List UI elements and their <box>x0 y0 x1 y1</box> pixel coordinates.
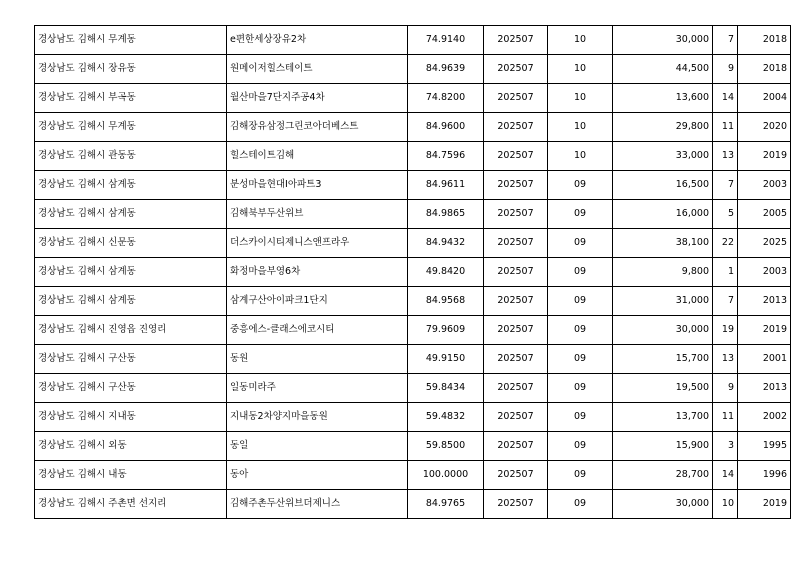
contract-day-cell: 10 <box>548 84 613 113</box>
address-cell: 경상남도 김해시 무계동 <box>35 26 227 55</box>
price-cell: 44,500 <box>613 55 713 84</box>
address-cell: 경상남도 김해시 지내동 <box>35 403 227 432</box>
build-year-cell: 2001 <box>738 345 791 374</box>
contract-day-cell: 09 <box>548 374 613 403</box>
complex-name-cell: 삼계구산아이파크1단지 <box>227 287 408 316</box>
complex-name-cell: 화정마을부영6차 <box>227 258 408 287</box>
area-cell: 79.9609 <box>408 316 484 345</box>
floor-cell: 1 <box>713 258 738 287</box>
complex-name-cell: 일동미라주 <box>227 374 408 403</box>
build-year-cell: 2019 <box>738 316 791 345</box>
floor-cell: 7 <box>713 287 738 316</box>
table-row <box>35 461 791 490</box>
build-year-cell: 2020 <box>738 113 791 142</box>
complex-name-cell: 김해주촌두산위브더제니스 <box>227 490 408 519</box>
price-cell: 30,000 <box>613 490 713 519</box>
floor-cell: 19 <box>713 316 738 345</box>
area-cell: 84.9600 <box>408 113 484 142</box>
price-cell: 15,900 <box>613 432 713 461</box>
complex-name-cell: 중흥에스-클래스에코시티 <box>227 316 408 345</box>
area-cell: 74.9140 <box>408 26 484 55</box>
contract-month-cell: 202507 <box>484 403 548 432</box>
address-cell: 경상남도 김해시 신문동 <box>35 229 227 258</box>
price-cell: 31,000 <box>613 287 713 316</box>
area-cell: 74.8200 <box>408 84 484 113</box>
floor-cell: 14 <box>713 84 738 113</box>
contract-day-cell: 09 <box>548 171 613 200</box>
contract-day-cell: 09 <box>548 258 613 287</box>
area-cell: 59.8434 <box>408 374 484 403</box>
table-row <box>35 55 791 84</box>
address-cell: 경상남도 김해시 부곡동 <box>35 84 227 113</box>
area-cell: 49.9150 <box>408 345 484 374</box>
address-cell: 경상남도 김해시 삼계동 <box>35 258 227 287</box>
address-cell: 경상남도 김해시 내동 <box>35 461 227 490</box>
contract-month-cell: 202507 <box>484 287 548 316</box>
contract-month-cell: 202507 <box>484 84 548 113</box>
table-body <box>35 26 791 519</box>
contract-day-cell: 09 <box>548 229 613 258</box>
address-cell: 경상남도 김해시 무계동 <box>35 113 227 142</box>
price-cell: 28,700 <box>613 461 713 490</box>
build-year-cell: 1996 <box>738 461 791 490</box>
contract-month-cell: 202507 <box>484 461 548 490</box>
address-cell: 경상남도 김해시 구산동 <box>35 374 227 403</box>
contract-day-cell: 09 <box>548 490 613 519</box>
table-row <box>35 432 791 461</box>
contract-day-cell: 09 <box>548 200 613 229</box>
complex-name-cell: 동일 <box>227 432 408 461</box>
complex-name-cell: 원메이저힐스테이트 <box>227 55 408 84</box>
contract-month-cell: 202507 <box>484 26 548 55</box>
floor-cell: 11 <box>713 113 738 142</box>
contract-day-cell: 10 <box>548 55 613 84</box>
floor-cell: 11 <box>713 403 738 432</box>
complex-name-cell: e편한세상장유2차 <box>227 26 408 55</box>
table-row <box>35 258 791 287</box>
floor-cell: 13 <box>713 345 738 374</box>
contract-day-cell: 10 <box>548 113 613 142</box>
price-cell: 19,500 <box>613 374 713 403</box>
table-row <box>35 345 791 374</box>
build-year-cell: 2019 <box>738 142 791 171</box>
contract-day-cell: 09 <box>548 432 613 461</box>
complex-name-cell: 김해장유삼정그린코아더베스트 <box>227 113 408 142</box>
address-cell: 경상남도 김해시 관동동 <box>35 142 227 171</box>
floor-cell: 22 <box>713 229 738 258</box>
area-cell: 59.4832 <box>408 403 484 432</box>
build-year-cell: 2003 <box>738 171 791 200</box>
contract-day-cell: 10 <box>548 142 613 171</box>
build-year-cell: 2003 <box>738 258 791 287</box>
complex-name-cell: 지내동2차양지마을동원 <box>227 403 408 432</box>
contract-month-cell: 202507 <box>484 374 548 403</box>
table-row <box>35 171 791 200</box>
table-row <box>35 287 791 316</box>
address-cell: 경상남도 김해시 삼계동 <box>35 200 227 229</box>
price-cell: 30,000 <box>613 26 713 55</box>
table-row <box>35 403 791 432</box>
address-cell: 경상남도 김해시 구산동 <box>35 345 227 374</box>
floor-cell: 13 <box>713 142 738 171</box>
contract-month-cell: 202507 <box>484 142 548 171</box>
build-year-cell: 1995 <box>738 432 791 461</box>
area-cell: 84.9611 <box>408 171 484 200</box>
contract-month-cell: 202507 <box>484 345 548 374</box>
area-cell: 49.8420 <box>408 258 484 287</box>
complex-name-cell: 더스카이시티제니스앤프라우 <box>227 229 408 258</box>
price-cell: 33,000 <box>613 142 713 171</box>
build-year-cell: 2013 <box>738 374 791 403</box>
table-row <box>35 316 791 345</box>
floor-cell: 9 <box>713 374 738 403</box>
price-cell: 13,700 <box>613 403 713 432</box>
contract-month-cell: 202507 <box>484 229 548 258</box>
contract-month-cell: 202507 <box>484 113 548 142</box>
table-row <box>35 374 791 403</box>
area-cell: 59.8500 <box>408 432 484 461</box>
build-year-cell: 2013 <box>738 287 791 316</box>
price-cell: 38,100 <box>613 229 713 258</box>
floor-cell: 3 <box>713 432 738 461</box>
address-cell: 경상남도 김해시 외동 <box>35 432 227 461</box>
address-cell: 경상남도 김해시 진영읍 진영리 <box>35 316 227 345</box>
contract-day-cell: 10 <box>548 26 613 55</box>
price-cell: 13,600 <box>613 84 713 113</box>
complex-name-cell: 동아 <box>227 461 408 490</box>
build-year-cell: 2025 <box>738 229 791 258</box>
floor-cell: 5 <box>713 200 738 229</box>
transaction-table <box>34 25 791 519</box>
area-cell: 84.9432 <box>408 229 484 258</box>
address-cell: 경상남도 김해시 삼계동 <box>35 171 227 200</box>
contract-day-cell: 09 <box>548 345 613 374</box>
complex-name-cell: 분성마을현대I아파트3 <box>227 171 408 200</box>
floor-cell: 9 <box>713 55 738 84</box>
table-row <box>35 229 791 258</box>
build-year-cell: 2004 <box>738 84 791 113</box>
area-cell: 100.0000 <box>408 461 484 490</box>
table-row <box>35 113 791 142</box>
contract-month-cell: 202507 <box>484 171 548 200</box>
area-cell: 84.9568 <box>408 287 484 316</box>
contract-month-cell: 202507 <box>484 200 548 229</box>
table-row <box>35 84 791 113</box>
price-cell: 9,800 <box>613 258 713 287</box>
price-cell: 30,000 <box>613 316 713 345</box>
build-year-cell: 2019 <box>738 490 791 519</box>
contract-month-cell: 202507 <box>484 432 548 461</box>
contract-day-cell: 09 <box>548 316 613 345</box>
address-cell: 경상남도 김해시 주촌면 선지리 <box>35 490 227 519</box>
table-row <box>35 200 791 229</box>
build-year-cell: 2018 <box>738 55 791 84</box>
area-cell: 84.9765 <box>408 490 484 519</box>
price-cell: 16,000 <box>613 200 713 229</box>
contract-month-cell: 202507 <box>484 490 548 519</box>
floor-cell: 7 <box>713 171 738 200</box>
contract-day-cell: 09 <box>548 287 613 316</box>
floor-cell: 10 <box>713 490 738 519</box>
contract-month-cell: 202507 <box>484 258 548 287</box>
build-year-cell: 2018 <box>738 26 791 55</box>
contract-month-cell: 202507 <box>484 316 548 345</box>
area-cell: 84.9865 <box>408 200 484 229</box>
floor-cell: 14 <box>713 461 738 490</box>
contract-month-cell: 202507 <box>484 55 548 84</box>
price-cell: 16,500 <box>613 171 713 200</box>
table-row <box>35 490 791 519</box>
complex-name-cell: 동원 <box>227 345 408 374</box>
complex-name-cell: 힐스테이트김해 <box>227 142 408 171</box>
floor-cell: 7 <box>713 26 738 55</box>
build-year-cell: 2005 <box>738 200 791 229</box>
price-cell: 15,700 <box>613 345 713 374</box>
address-cell: 경상남도 김해시 장유동 <box>35 55 227 84</box>
area-cell: 84.7596 <box>408 142 484 171</box>
address-cell: 경상남도 김해시 삼계동 <box>35 287 227 316</box>
contract-day-cell: 09 <box>548 461 613 490</box>
table-row <box>35 26 791 55</box>
price-cell: 29,800 <box>613 113 713 142</box>
contract-day-cell: 09 <box>548 403 613 432</box>
table-row <box>35 142 791 171</box>
complex-name-cell: 월산마을7단지주공4차 <box>227 84 408 113</box>
build-year-cell: 2002 <box>738 403 791 432</box>
area-cell: 84.9639 <box>408 55 484 84</box>
complex-name-cell: 김해북부두산위브 <box>227 200 408 229</box>
